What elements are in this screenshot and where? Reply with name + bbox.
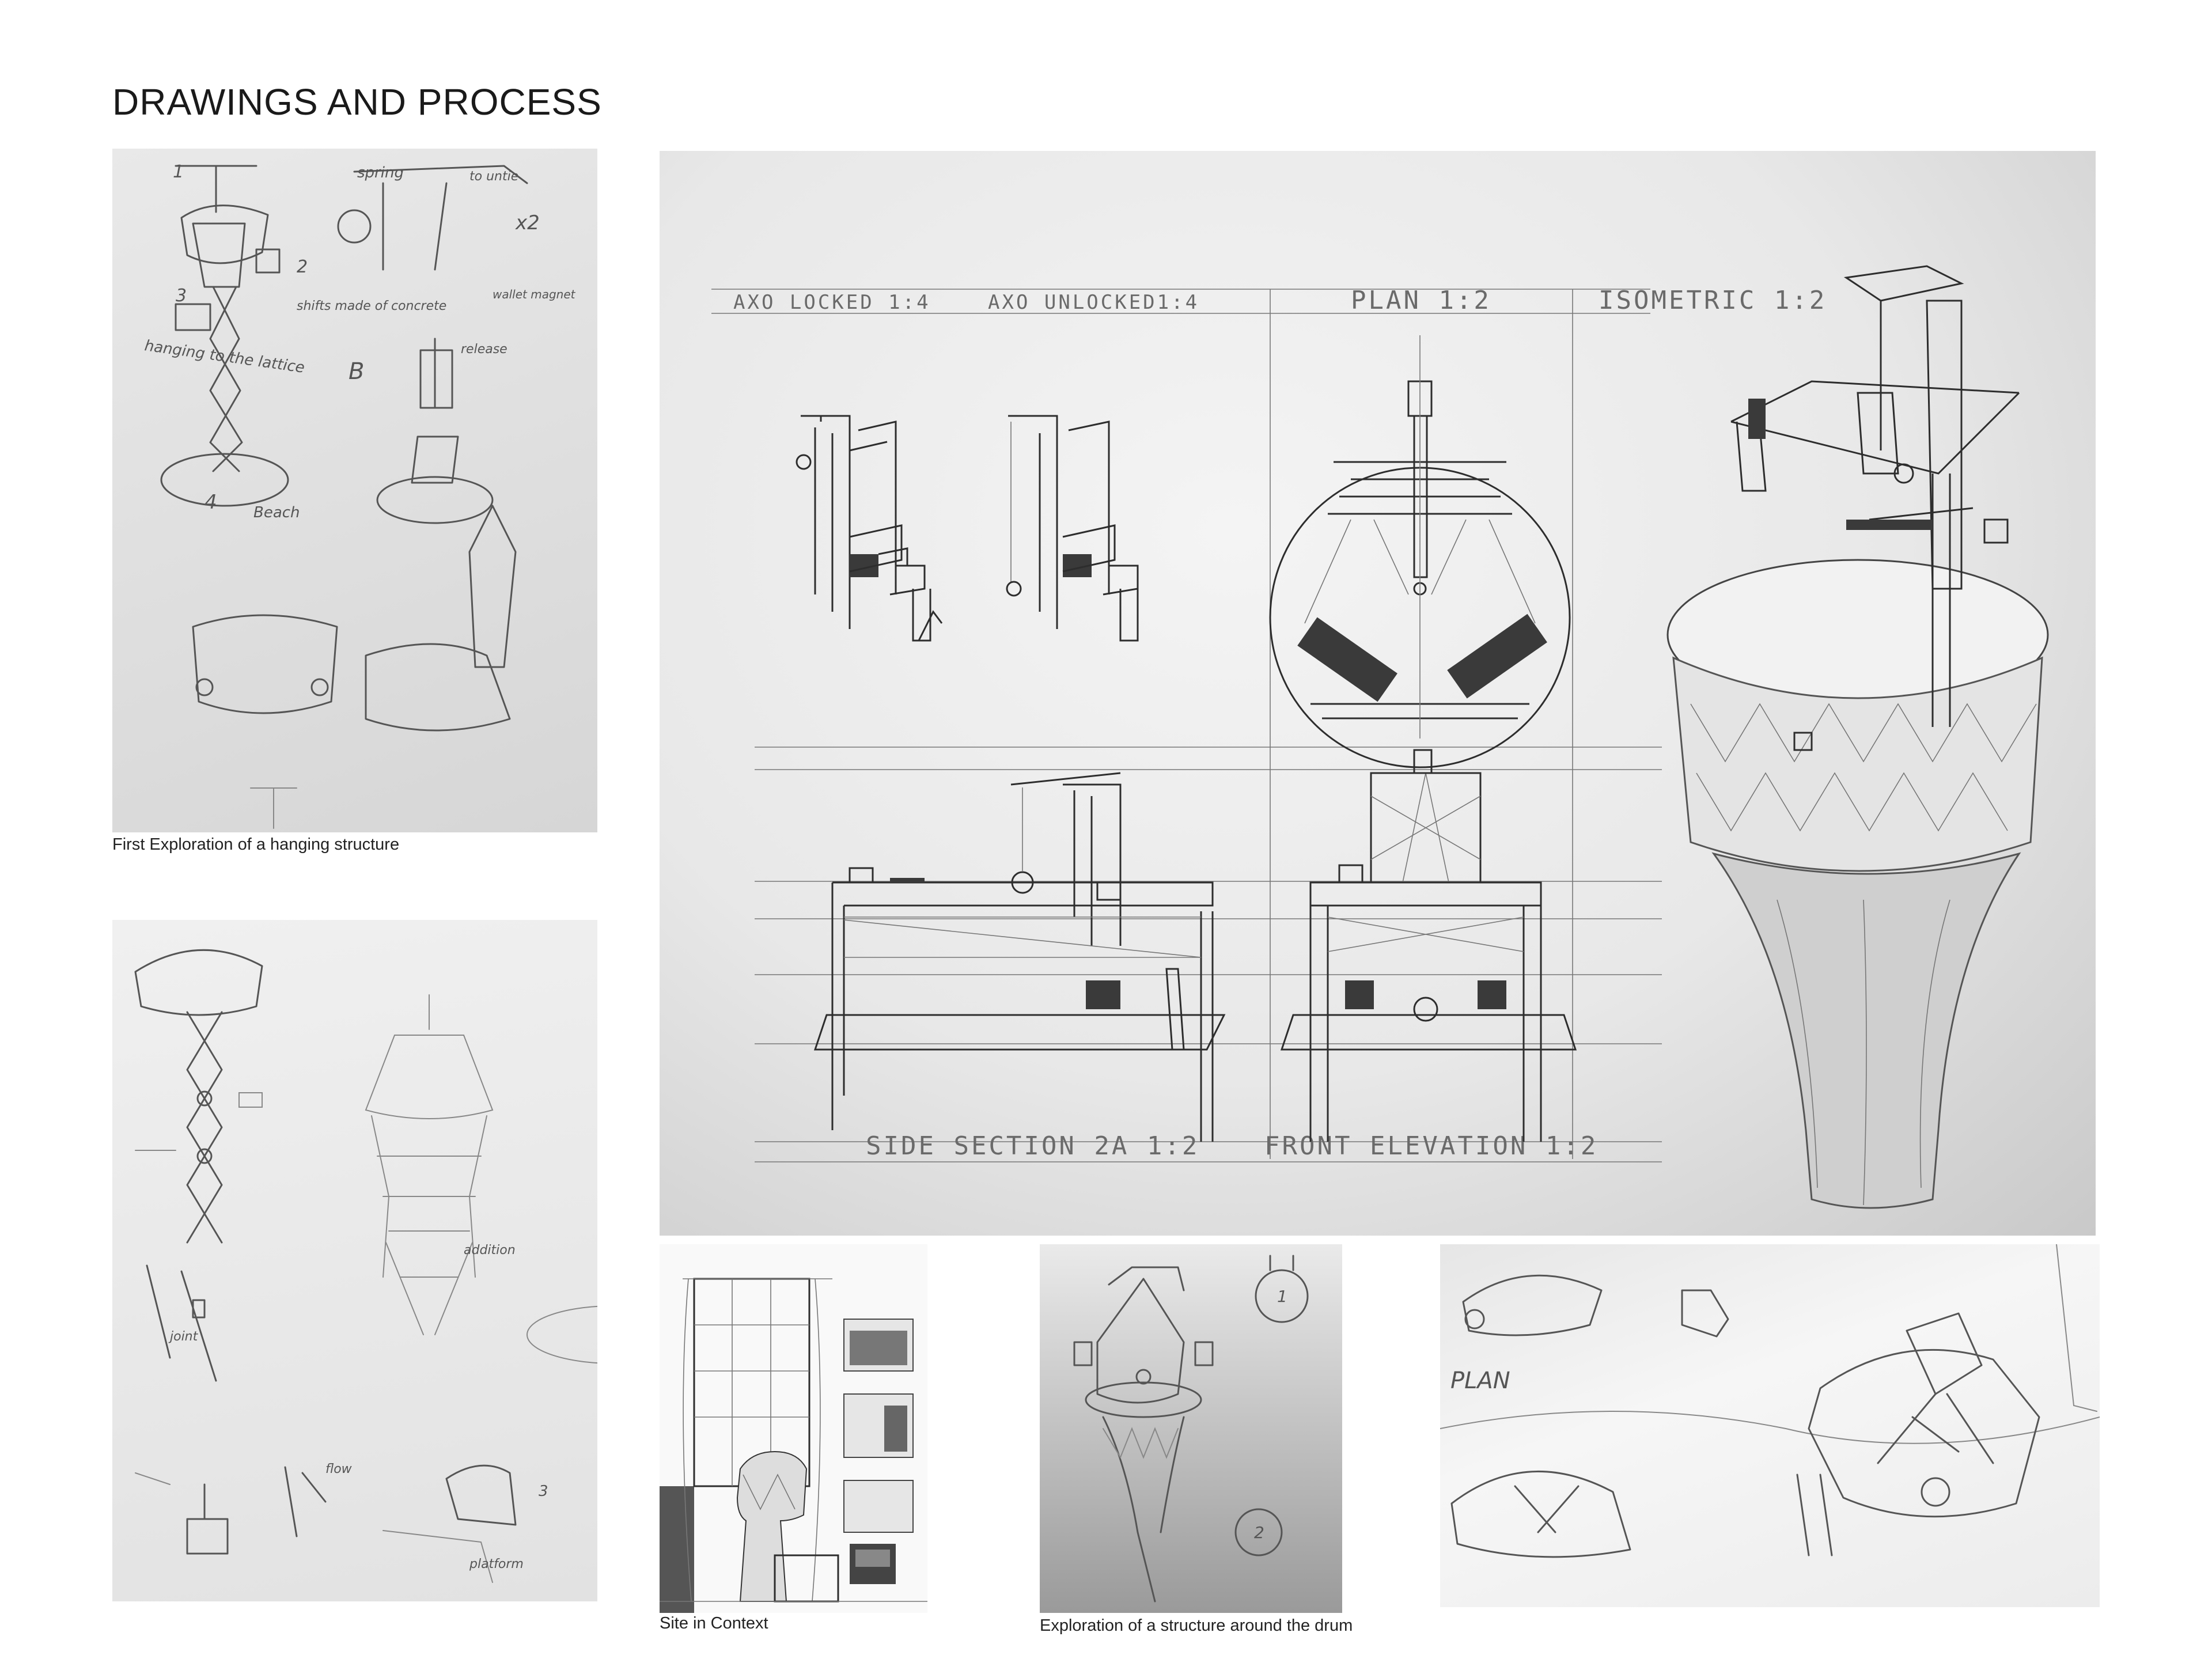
caption-hanging-structure: First Exploration of a hanging structure bbox=[112, 835, 400, 854]
note-beach: Beach bbox=[253, 504, 300, 521]
note-3b: 3 bbox=[539, 1483, 548, 1500]
technical-drawing bbox=[660, 151, 2096, 1236]
note-b: B bbox=[349, 358, 365, 385]
note-platform: platform bbox=[469, 1557, 524, 1571]
note-wallet: wallet magnet bbox=[493, 287, 575, 301]
note-addition: addition bbox=[464, 1243, 516, 1257]
axo-unlocked-drawing bbox=[1007, 416, 1138, 641]
axo-locked-drawing bbox=[797, 416, 942, 641]
note-spring: spring bbox=[357, 164, 404, 181]
plan-sketch-drawing bbox=[1440, 1244, 2100, 1607]
note-3: 3 bbox=[176, 286, 187, 306]
note-x2: x2 bbox=[516, 211, 540, 234]
note-1: 1 bbox=[173, 162, 184, 182]
drum-note-2: 2 bbox=[1254, 1523, 1264, 1542]
label-axo-unlocked: AXO UNLOCKED1:4 bbox=[988, 291, 1200, 314]
note-2: 2 bbox=[297, 257, 308, 277]
plan-sketch bbox=[1440, 1244, 2100, 1607]
isometric-drum-drawing bbox=[1668, 266, 2048, 1208]
label-front-elevation: FRONT ELEVATION 1:2 bbox=[1264, 1131, 1599, 1161]
label-axo-locked: AXO LOCKED 1:4 bbox=[733, 291, 931, 314]
note-hanging: hanging to the lattice bbox=[143, 337, 306, 377]
drum-structure-exploration bbox=[1040, 1244, 1342, 1613]
label-side-section: SIDE SECTION 2A 1:2 bbox=[866, 1131, 1200, 1161]
sketch-hanging-structure-drawing bbox=[112, 149, 597, 832]
front-elevation-drawing bbox=[1282, 750, 1575, 1142]
label-plan: PLAN 1:2 bbox=[1351, 286, 1491, 315]
note-release: release bbox=[461, 342, 507, 357]
sketch-hanging-structure bbox=[112, 149, 597, 832]
note-4: 4 bbox=[204, 491, 217, 514]
caption-drum-exploration: Exploration of a structure around the drum bbox=[1040, 1616, 1353, 1635]
page-title: DRAWINGS AND PROCESS bbox=[112, 81, 602, 123]
plan-sketch-label: PLAN bbox=[1450, 1368, 1510, 1394]
note-shifts: shifts made of concrete bbox=[297, 299, 447, 313]
note-joint: joint bbox=[170, 1330, 198, 1344]
note-flow: flow bbox=[325, 1462, 352, 1476]
sketch-drum-variations-drawing bbox=[112, 920, 597, 1601]
technical-drawing-sheet bbox=[660, 151, 2096, 1236]
drum-note-1: 1 bbox=[1277, 1287, 1287, 1306]
site-in-context-drawing bbox=[660, 1244, 927, 1613]
label-isometric: ISOMETRIC 1:2 bbox=[1599, 286, 1827, 315]
caption-site-in-context: Site in Context bbox=[660, 1614, 768, 1633]
sketch-drum-variations bbox=[112, 920, 597, 1601]
plan-drawing bbox=[1270, 335, 1570, 767]
side-section-drawing bbox=[815, 773, 1224, 1142]
drum-structure-sketch bbox=[1040, 1244, 1342, 1613]
note-untie: to untie bbox=[469, 169, 519, 184]
site-in-context-sketch bbox=[660, 1244, 927, 1613]
